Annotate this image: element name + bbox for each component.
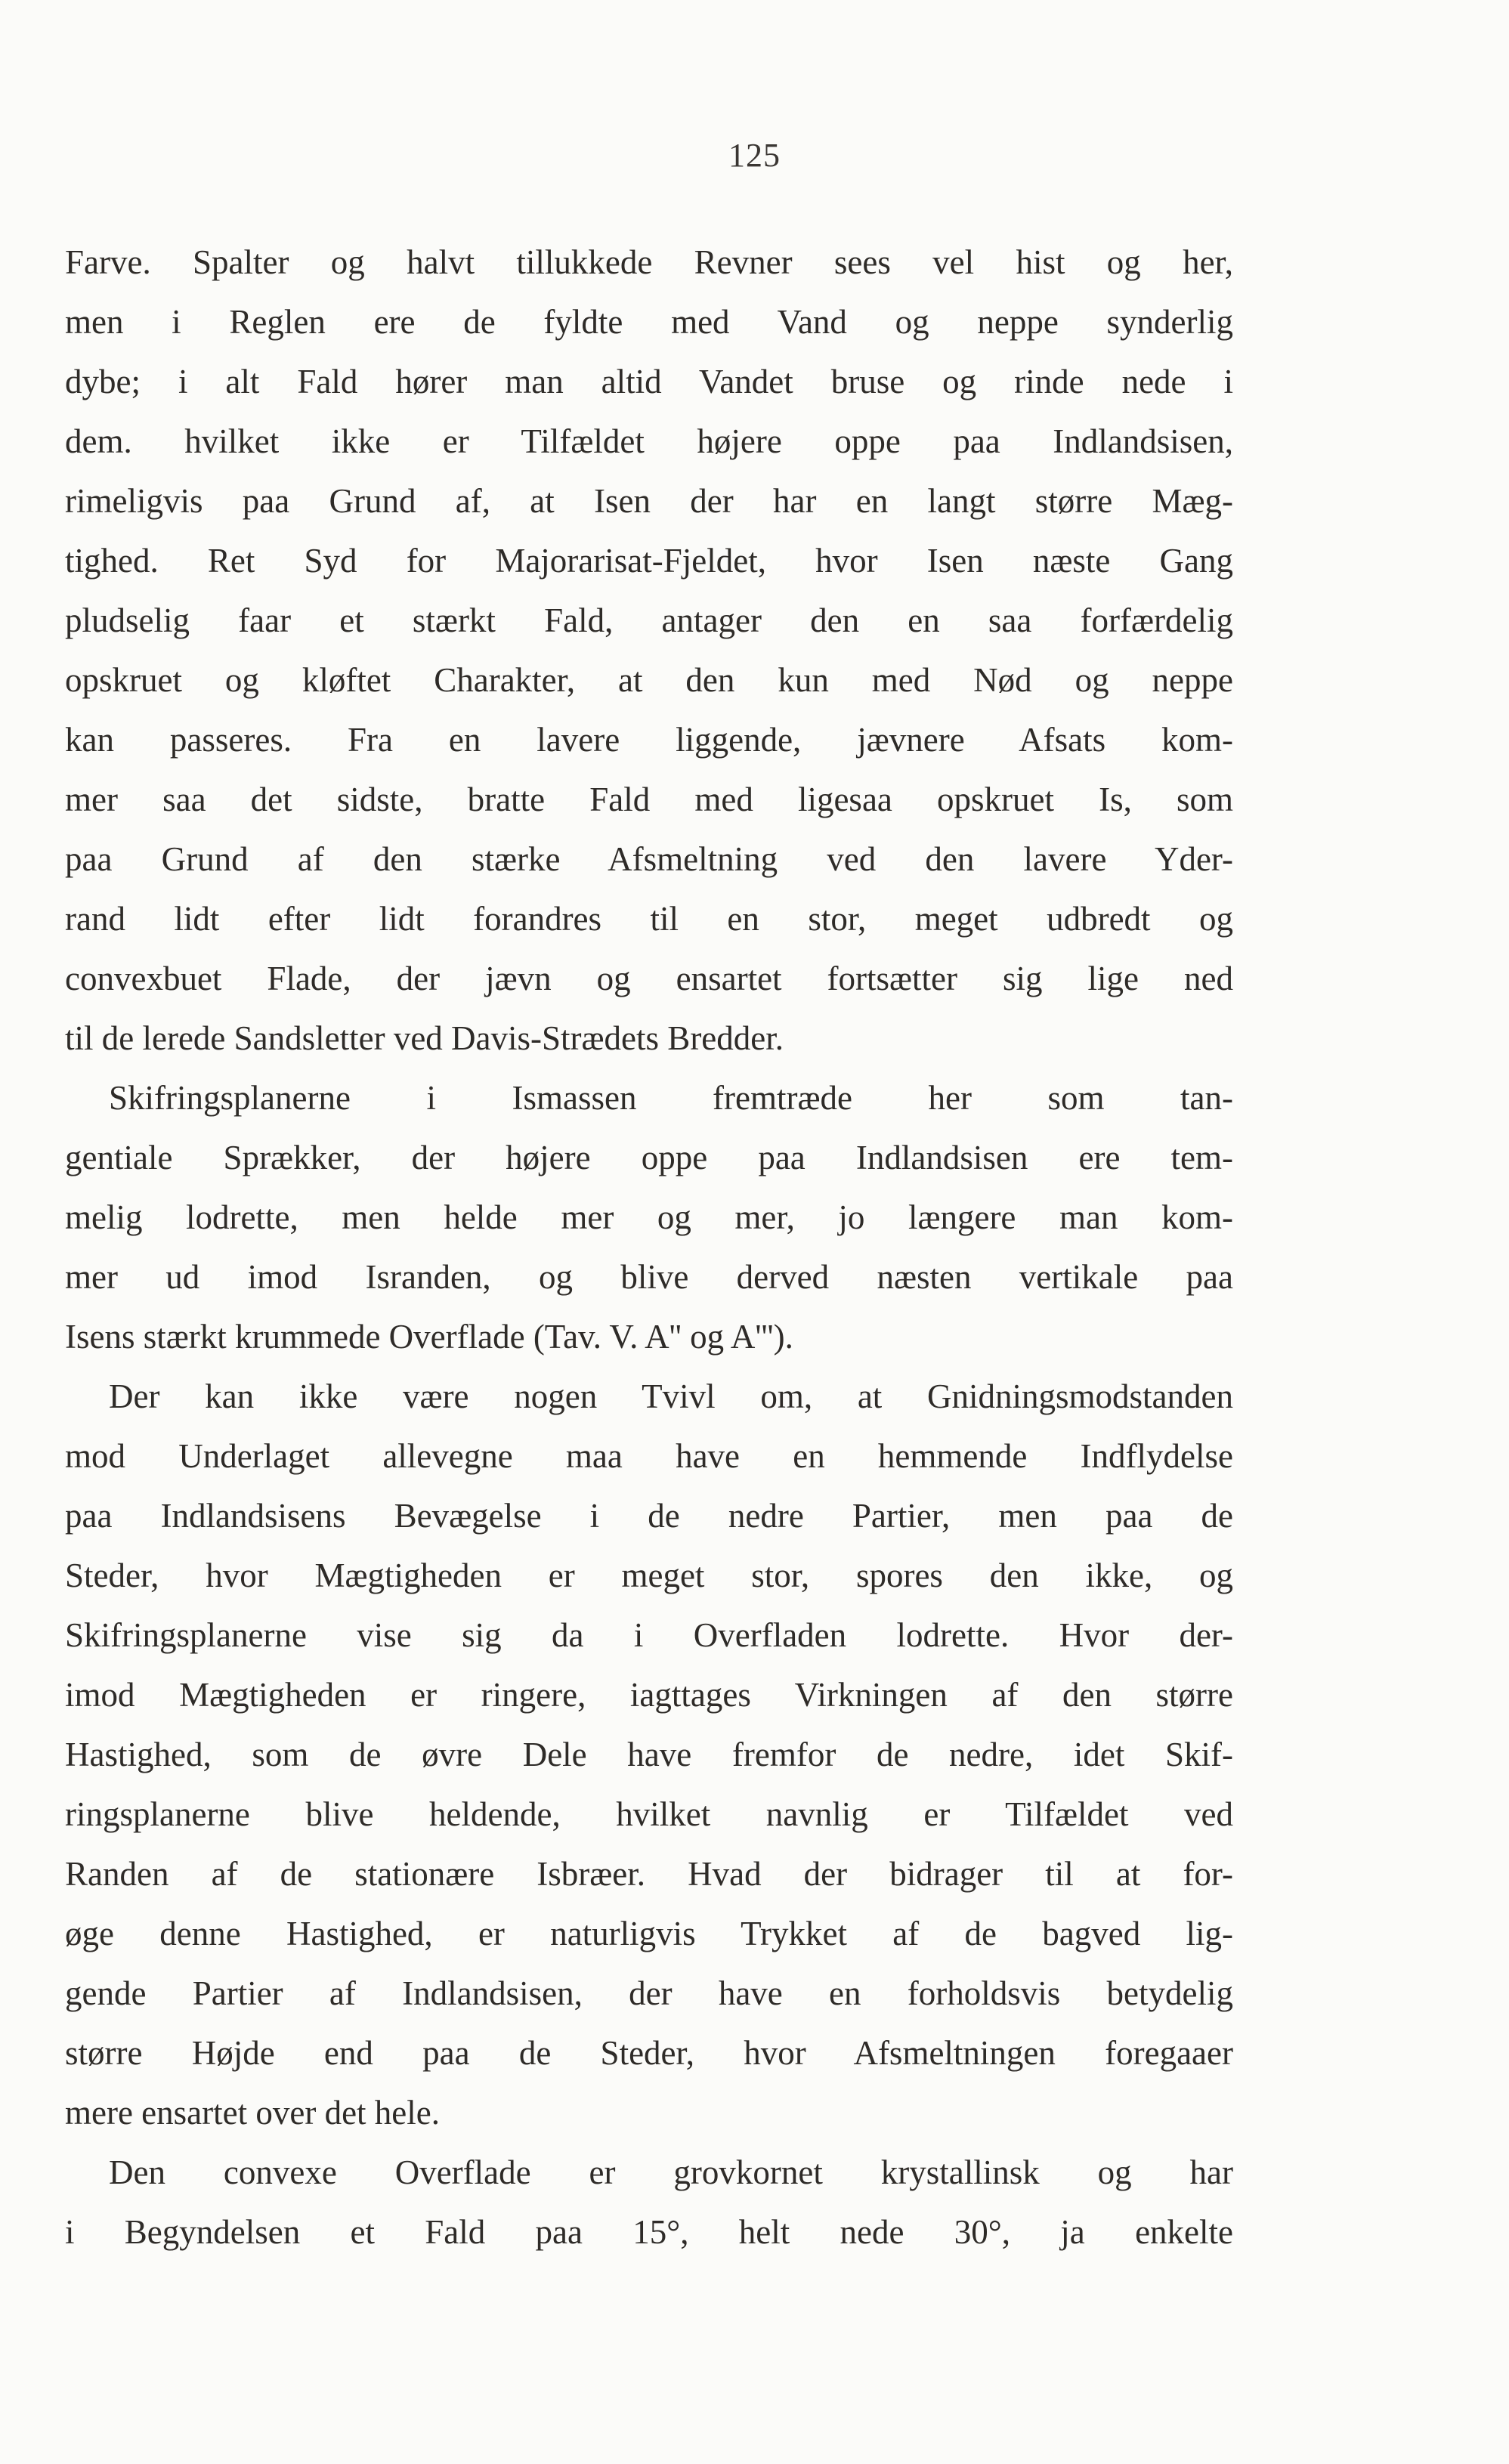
text-line: mer ud imod Isranden, og blive derved næsten vertikale paa [65, 1258, 1233, 1296]
text-line: gende Partier af Indlandsisen, der have en forholdsvis betydelig [65, 1974, 1233, 2012]
text-line: ringsplanerne blive heldende, hvilket navnlig er Tilfældet ved [65, 1795, 1233, 1833]
text-line: Der kan ikke være nogen Tvivl om, at Gnidningsmodstanden [109, 1377, 1233, 1415]
text-line: opskruet og kløftet Charakter, at den kun med Nød og neppe [65, 661, 1233, 699]
text-line: Isens stærkt krummede Overflade (Tav. V. A'' og A'''). [65, 1318, 793, 1356]
body-text [65, 233, 1233, 2262]
text-line: til de lerede Sandsletter ved Davis-Strædets Bredder. [65, 1019, 784, 1057]
text-line: mere ensartet over det hele. [65, 2094, 440, 2132]
text-line: imod Mægtigheden er ringere, iagttages Virkningen af den større [65, 1676, 1233, 1714]
text-line: dybe; i alt Fald hører man altid Vandet bruse og rinde nede i [65, 363, 1233, 400]
text-line: Randen af de stationære Isbræer. Hvad der bidrager til at for- [65, 1855, 1233, 1893]
text-line: rimeligvis paa Grund af, at Isen der har en langt større Mæg- [65, 482, 1233, 520]
text-line: mer saa det sidste, bratte Fald med ligesaa opskruet Is, som [65, 781, 1233, 818]
text-line: tighed. Ret Syd for Majorarisat-Fjeldet, hvor Isen næste Gang [65, 542, 1233, 580]
text-line: Den convexe Overflade er grovkornet krystallinsk og har [109, 2153, 1233, 2191]
text-line: paa Grund af den stærke Afsmeltning ved den lavere Yder- [65, 840, 1233, 878]
page-number: 125 [728, 137, 781, 174]
text-line: men i Reglen ere de fyldte med Vand og neppe synderlig [65, 303, 1233, 341]
text-line: i Begyndelsen et Fald paa 15°, helt nede 30°, ja enkelte [65, 2213, 1233, 2251]
text-line: øge denne Hastighed, er naturligvis Trykket af de bagved lig- [65, 1915, 1233, 1952]
text-line: rand lidt efter lidt forandres til en stor, meget udbredt og [65, 900, 1233, 938]
text-line: paa Indlandsisens Bevægelse i de nedre Partier, men paa de [65, 1497, 1233, 1535]
text-line: Farve. Spalter og halvt tillukkede Revner sees vel hist og her, [65, 243, 1233, 281]
text-line: større Højde end paa de Steder, hvor Afsmeltningen foregaaer [65, 2034, 1233, 2072]
text-line: pludselig faar et stærkt Fald, antager den en saa forfærdelig [65, 601, 1233, 639]
text-line: gentiale Sprækker, der højere oppe paa Indlandsisen ere tem- [65, 1139, 1233, 1176]
text-line: kan passeres. Fra en lavere liggende, jævnere Afsats kom- [65, 721, 1233, 759]
text-line: Skifringsplanerne vise sig da i Overfladen lodrette. Hvor der- [65, 1616, 1233, 1654]
text-line: Hastighed, som de øvre Dele have fremfor de nedre, idet Skif- [65, 1736, 1233, 1773]
text-line: melig lodrette, men helde mer og mer, jo længere man kom- [65, 1198, 1233, 1236]
text-line: Steder, hvor Mægtigheden er meget stor, spores den ikke, og [65, 1557, 1233, 1594]
text-line: Skifringsplanerne i Ismassen fremtræde her som tan- [109, 1079, 1233, 1117]
text-line: mod Underlaget allevegne maa have en hemmende Indflydelse [65, 1437, 1233, 1475]
text-line: convexbuet Flade, der jævn og ensartet fortsætter sig lige ned [65, 960, 1233, 997]
text-line: dem. hvilket ikke er Tilfældet højere oppe paa Indlandsisen, [65, 422, 1233, 460]
